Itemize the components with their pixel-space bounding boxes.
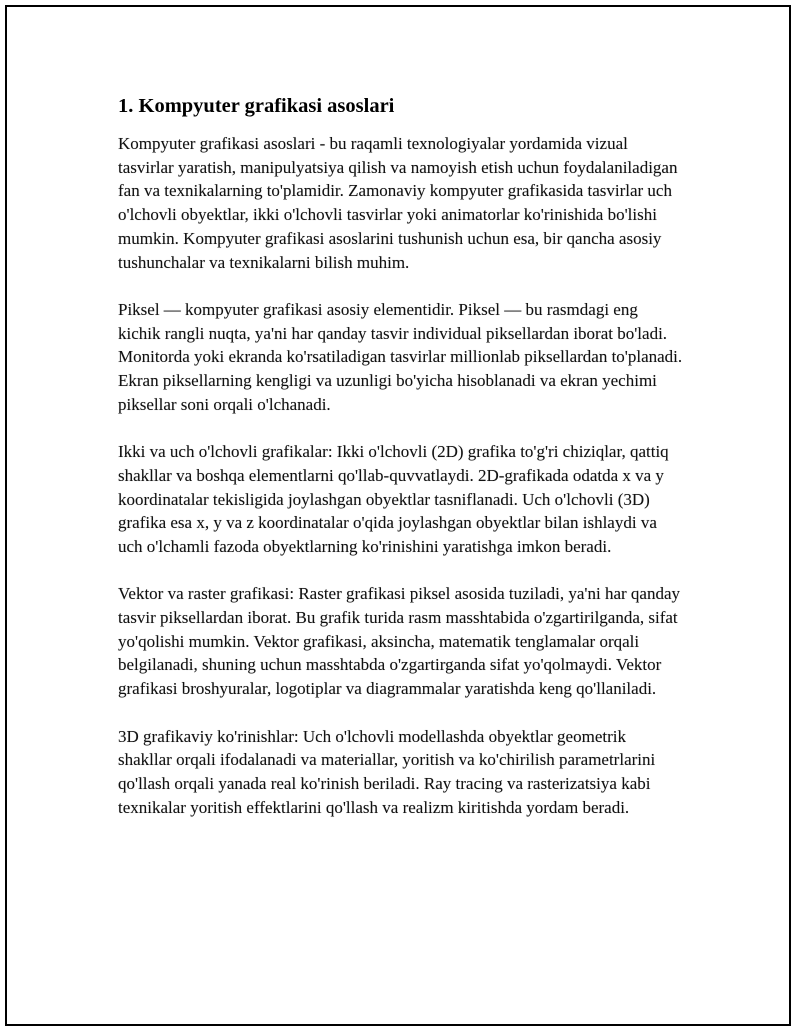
document-body xyxy=(118,92,683,843)
paragraph-vector-raster: Vektor va raster grafikasi: Raster grafikasi piksel asosida tuziladi, ya'ni har qanday tasvir piksellardan iborat. Bu grafik turida rasm masshtabida o'zgartirilganda, sifat yo'qolishi mumkin. Vektor grafikasi, aksincha, matematik tenglamalar orqali belgilanadi, shuning uchun masshtabda o'zgartirganda sifat yo'qolmaydi. Vektor grafikasi broshyuralar, logotiplar va diagrammalar yaratishda keng qo'llaniladi. xyxy=(118,584,680,699)
paragraph-2d-3d: Ikki va uch o'lchovli grafikalar: Ikki o'lchovli (2D) grafika to'g'ri chiziqlar, qattiq shakllar va boshqa elementlarni qo'llab-quvvatlaydi. 2D-grafikada odatda x va y koordinatalar tekisligida joylashgan obyektlar tasniflanadi. Uch o'lchovli (3D) grafika esa x, y va z koordinatalar o'qida joylashgan obyektlar bilan ishlaydi va uch o'lchamli fazoda obyektlarning ko'rinishini yaratishga imkon beradi. xyxy=(118,442,669,556)
paragraph-3d-views: 3D grafikaviy ko'rinishlar: Uch o'lchovli modellashda obyektlar geometrik shakllar orqali ifodalanadi va materiallar, yoritish va ko'chirilish parametrlarini qo'llash orqali yanada real ko'rinish beriladi. Ray tracing va rasterizatsiya kabi texnikalar yoritish effektlarini qo'llash va realizm kiritishda yordam beradi. xyxy=(118,726,656,817)
paragraph-pixel: Piksel — kompyuter grafikasi asosiy elementidir. Piksel — bu rasmdagi eng kichik rangli nuqta, ya'ni har qanday tasvir individual piksellardan iborat bo'ladi. Monitorda yoki ekranda ko'rsatiladigan tasvirlar millionlab piksellardan to'planadi. Ekran piksellarning kengligi va uzunligi bo'yicha hisoblanadi va ekran yechimi piksellar soni orqali o'lchanadi. xyxy=(118,299,683,414)
paragraph-intro: Kompyuter grafikasi asoslari - bu raqamli texnologiyalar yordamida vizual tasvirlar yaratish, manipulyatsiya qilish va namoyish etish uchun foydalaniladigan fan va texnikalarning to'plamidir. Zamonaviy kompyuter grafikasida tasvirlar uch o'lchovli obyektlar, ikki o'lchovli tasvirlar yoki animatorlar ko'rinishida bo'lishi mumkin. Kompyuter grafikasi asoslarini tushunish uchun esa, bir qancha asosiy tushunchalar va texnikalarni bilish muhim. xyxy=(118,134,678,272)
section-heading: 1. Kompyuter grafikasi asoslari xyxy=(118,95,395,117)
